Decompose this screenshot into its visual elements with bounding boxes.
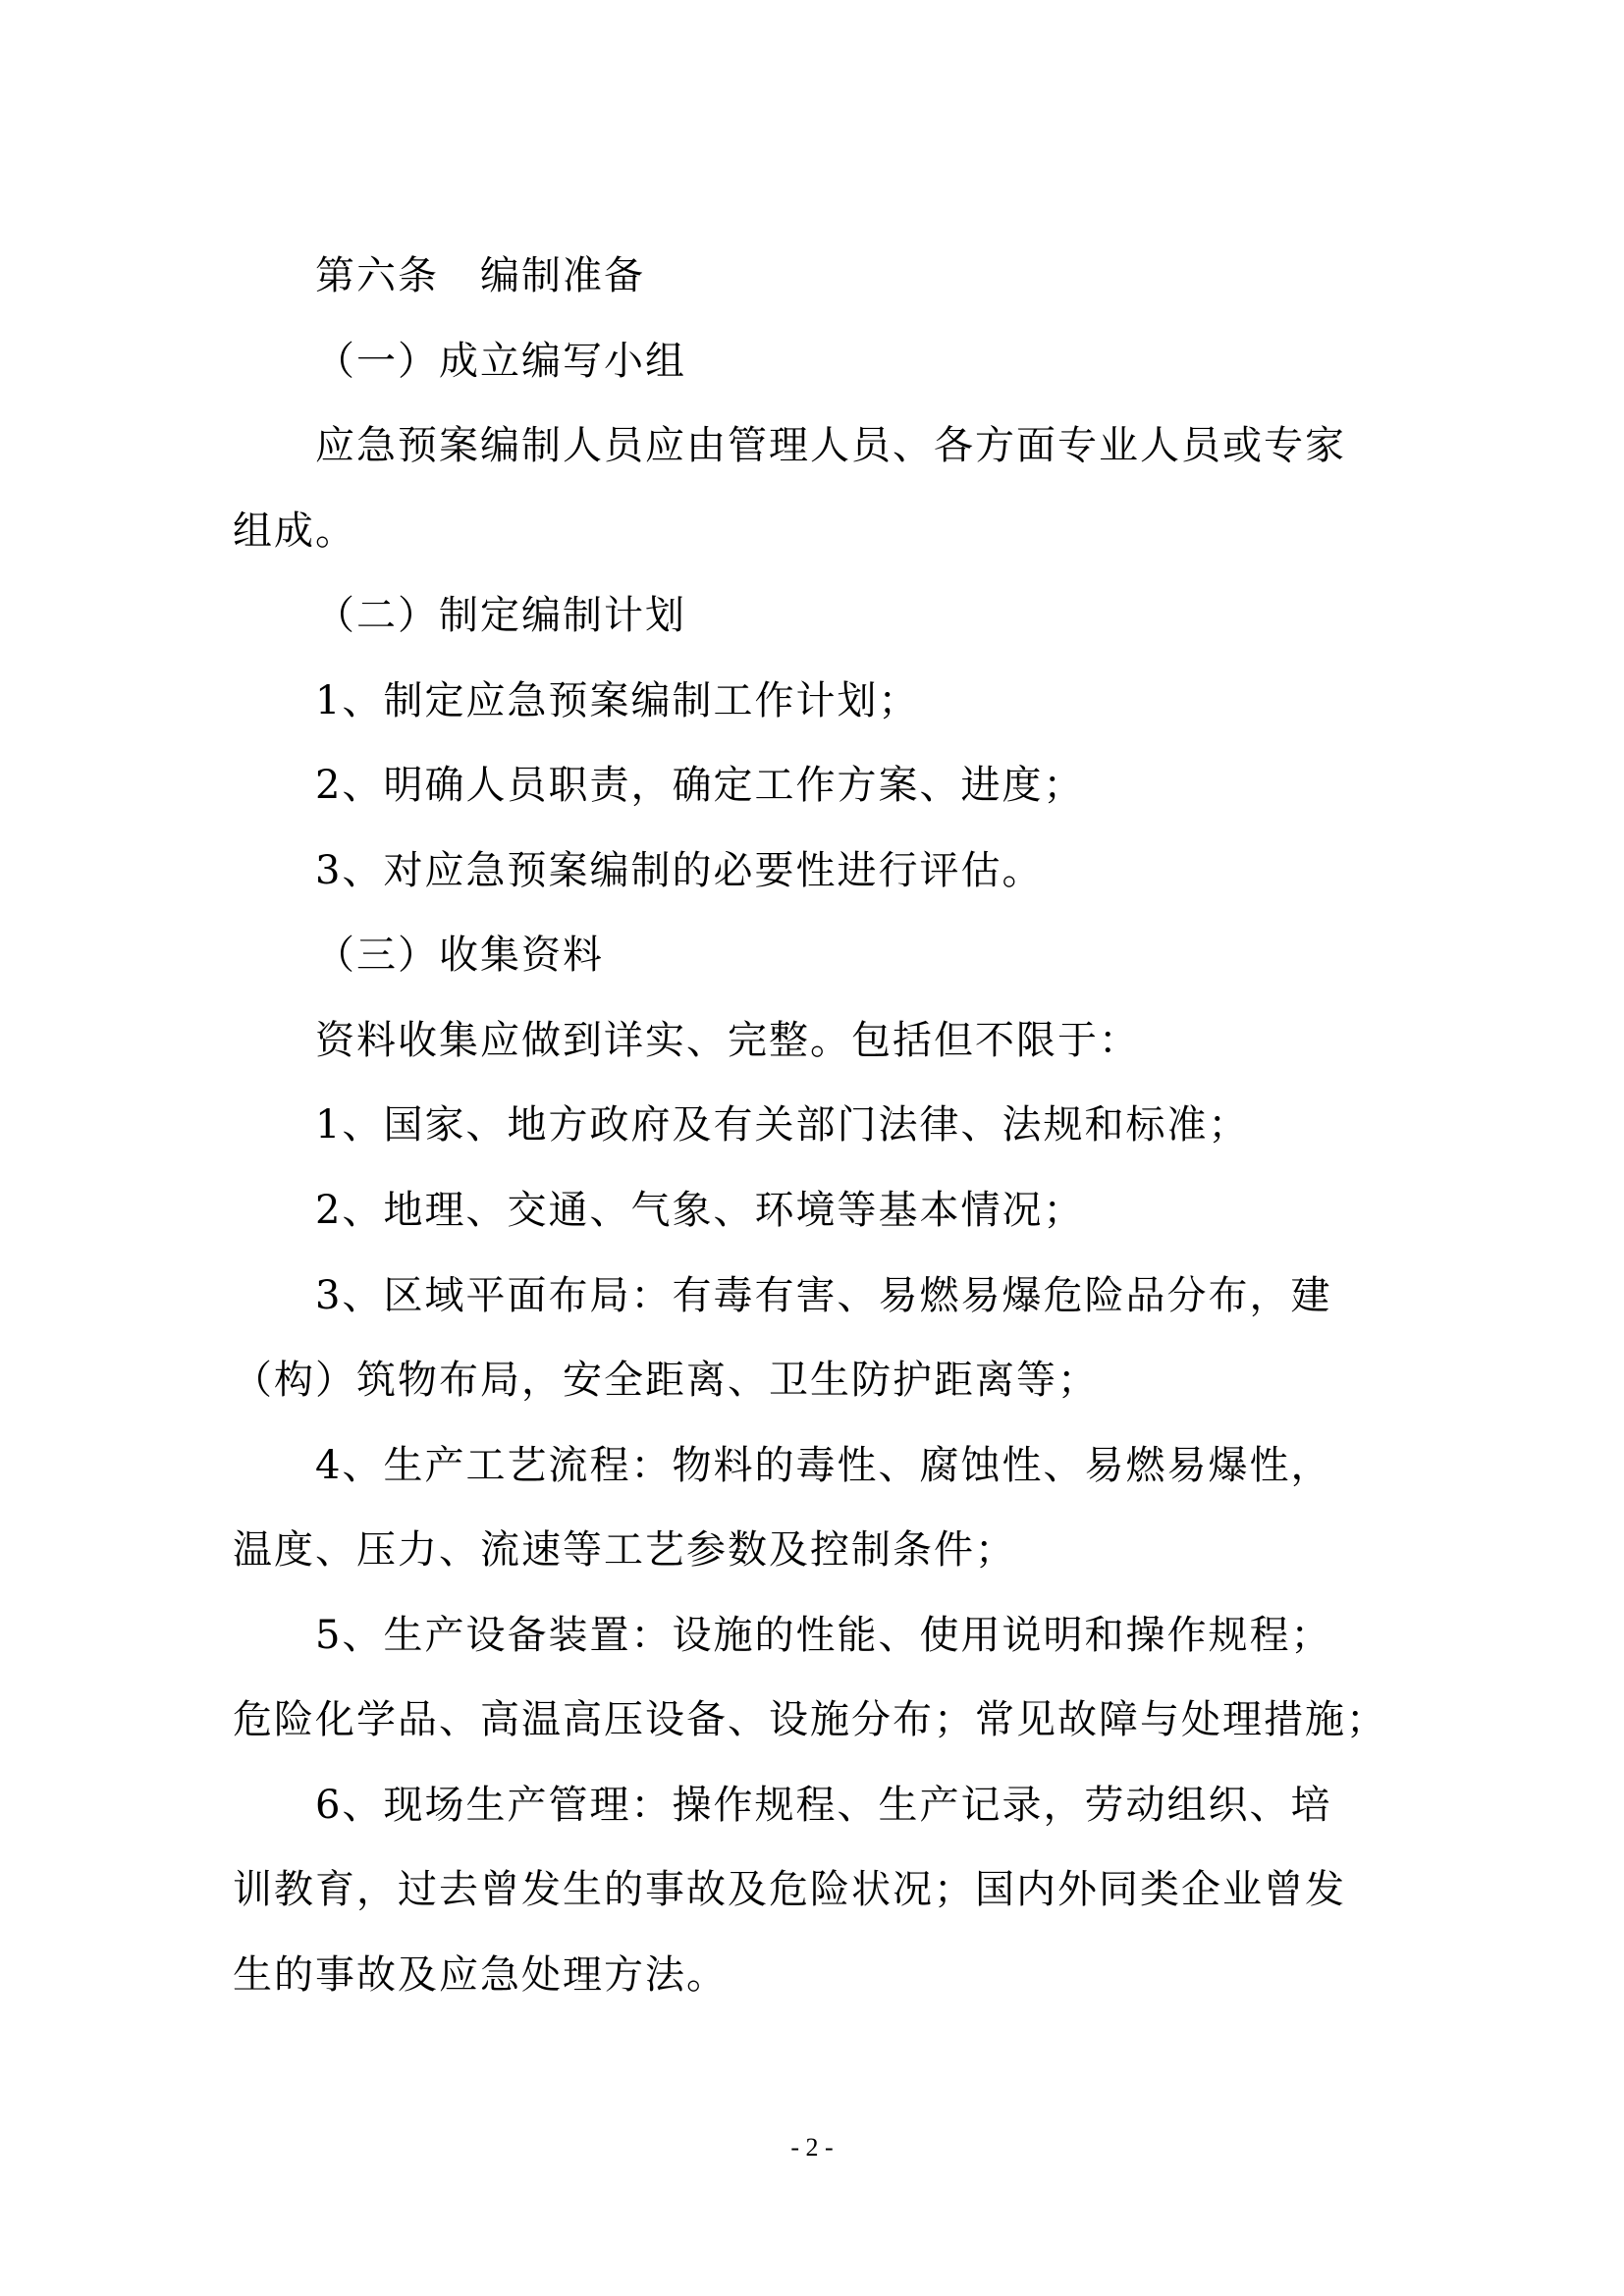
- section-heading-3: （三）收集资料: [315, 933, 604, 979]
- list-item-continuation: 温度、压力、流速等工艺参数及控制条件；: [233, 1527, 1016, 1574]
- list-item: 4、生产工艺流程：物料的毒性、腐蚀性、易燃易爆性，: [315, 1442, 1332, 1488]
- list-item-continuation: 危险化学品、高温高压设备、设施分布；常见故障与处理措施；: [233, 1697, 1387, 1743]
- paragraph-line: 组成。: [233, 507, 356, 554]
- list-item: 5、生产设备装置：设施的性能、使用说明和操作规程；: [315, 1612, 1332, 1658]
- list-item-continuation: （构）筑物布局，安全距离、卫生防护距离等；: [233, 1358, 1099, 1404]
- section-heading-2: （二）制定编制计划: [315, 593, 686, 639]
- list-item: 1、制定应急预案编制工作计划；: [315, 677, 920, 723]
- page-number: - 2 -: [790, 2133, 834, 2162]
- article-body: [233, 234, 1393, 2017]
- section-heading-1: （一）成立编写小组: [315, 338, 686, 384]
- list-item: 3、对应急预案编制的必要性进行评估。: [315, 847, 1044, 893]
- list-item-continuation: 生的事故及应急处理方法。: [233, 1951, 728, 1998]
- article-heading: 第六条 编制准备: [315, 253, 645, 298]
- paragraph-line: 资料收集应做到详实、完整。包括但不限于：: [315, 1017, 1140, 1063]
- paragraph-line: 应急预案编制人员应由管理人员、各方面专业人员或专家: [315, 423, 1346, 469]
- list-item: 1、国家、地方政府及有关部门法律、法规和标准；: [315, 1102, 1250, 1148]
- list-item-continuation: 训教育，过去曾发生的事故及危险状况；国内外同类企业曾发: [233, 1867, 1346, 1913]
- list-item: 2、地理、交通、气象、环境等基本情况；: [315, 1188, 1085, 1234]
- list-item: 6、现场生产管理：操作规程、生产记录，劳动组织、培: [315, 1782, 1332, 1828]
- list-item: 3、区域平面布局：有毒有害、易燃易爆危险品分布，建: [315, 1272, 1332, 1318]
- list-item: 2、明确人员职责，确定工作方案、进度；: [315, 763, 1085, 809]
